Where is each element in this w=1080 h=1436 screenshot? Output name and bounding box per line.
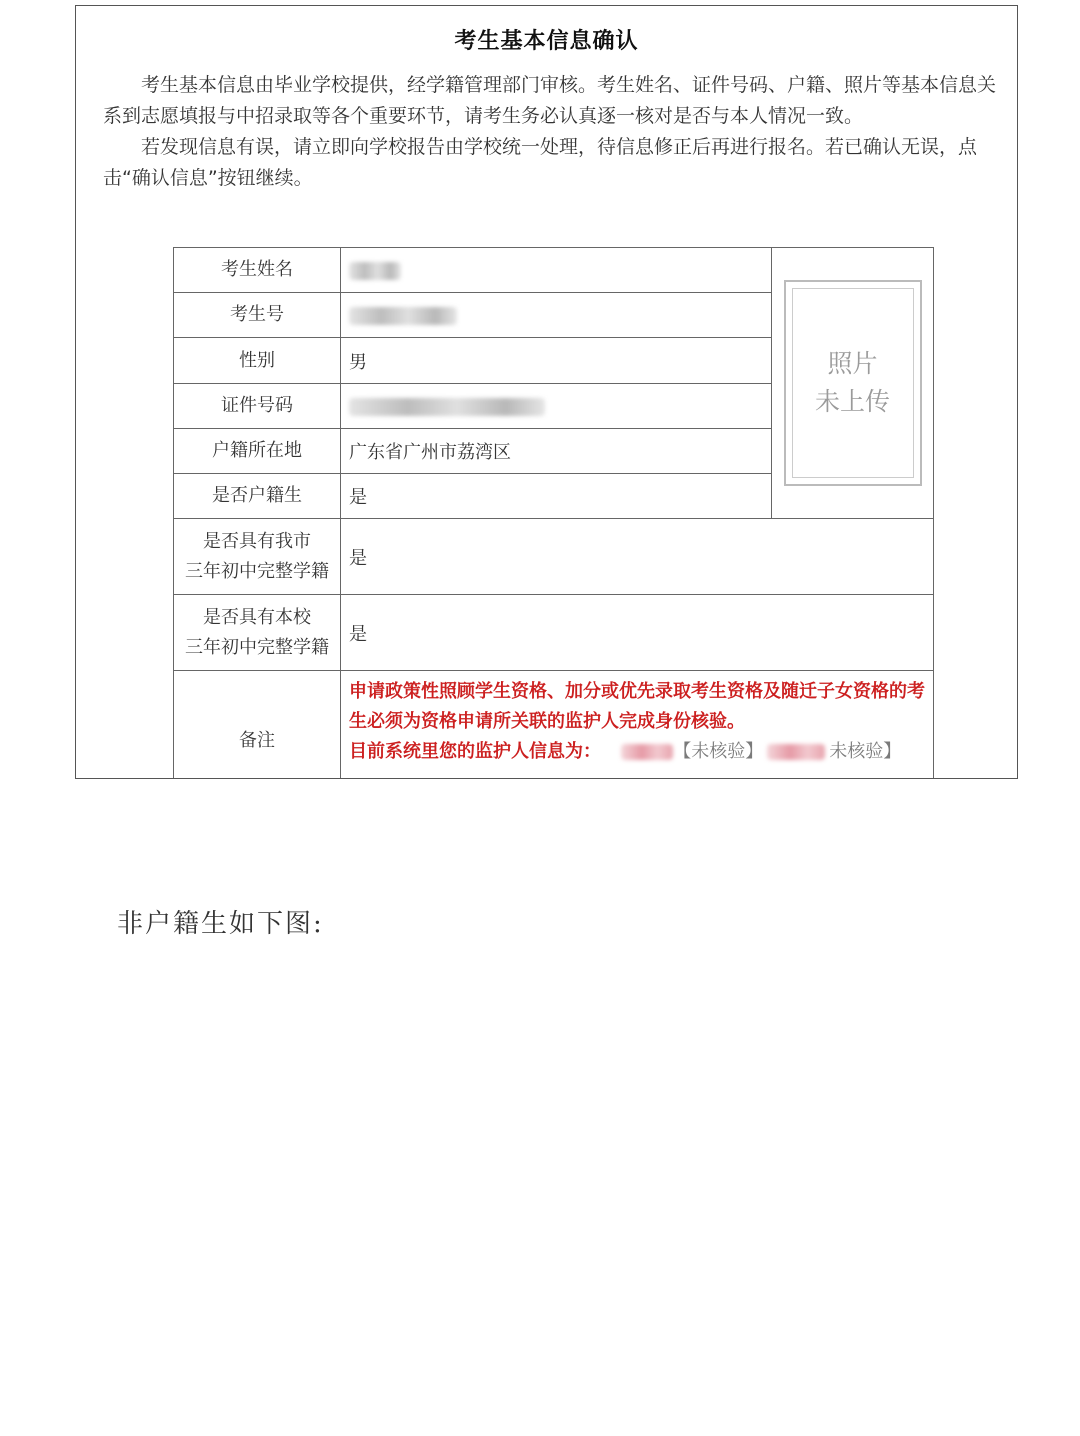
intro-paragraph-2: 若发现信息有误，请立即向学校报告由学校统一处理，待信息修正后再进行报名。若已确认无误，点击“确认信息”按钮继续。 [103,136,978,189]
photo-text-2: 未上传 [814,387,890,416]
table-row [174,595,934,671]
photo-placeholder [792,288,914,478]
exam-no-label: 考生号 [174,293,341,338]
name-value [341,248,772,293]
info-table [173,247,934,779]
school-record-label-line-1: 是否具有本校 [203,606,311,628]
school-record-label-line-2: 三年初中完整学籍 [185,636,329,658]
city-record-label-line-2: 三年初中完整学籍 [185,560,329,582]
table-row [174,248,934,293]
gender-label: 性别 [174,338,341,384]
redacted-exam-no [349,307,457,325]
hukou-label: 户籍所在地 [174,429,341,474]
city-record-label-line-1: 是否具有我市 [203,530,311,552]
photo-frame [784,280,922,486]
caption-text: 非户籍生如下图: [117,909,324,939]
is-local-label: 是否户籍生 [174,474,341,519]
photo-cell [772,248,934,519]
hukou-value: 广东省广州市荔湾区 [341,429,772,474]
is-local-value: 是 [341,474,772,519]
remark-text-2: 目前系统里您的监护人信息为： [349,741,601,762]
remark-text-1: 申请政策性照顾学生资格、加分或优先录取考生资格及随迁子女资格的考生必须为资格申请所关联的监护人完成身份核验。 [349,681,925,732]
remark-label: 备注 [174,671,341,780]
redacted-guardian-2 [767,744,825,760]
redacted-guardian-1 [621,744,673,760]
exam-no-value [341,293,772,338]
remark-value [341,671,934,780]
school-record-value: 是 [341,595,934,671]
table-row [174,671,934,780]
city-record-value: 是 [341,519,934,595]
intro-text [103,70,998,194]
screenshot-frame [75,5,1018,779]
photo-text-1: 照片 [827,349,878,378]
unverified-badge-1: 【未核验】 [673,741,764,762]
form-title: 考生基本信息确认 [454,29,639,54]
table-row [174,519,934,595]
unverified-badge-2: 未核验】 [829,741,902,762]
city-record-label [174,519,341,595]
gender-value: 男 [341,338,772,384]
school-record-label [174,595,341,671]
id-value [341,384,772,429]
intro-paragraph-1: 考生基本信息由毕业学校提供，经学籍管理部门审核。考生姓名、证件号码、户籍、照片等基本信息关系到志愿填报与中招录取等各个重要环节，请考生务必认真逐一核对是否与本人情况一致。 [103,74,997,127]
redacted-id-number [349,398,545,416]
name-label: 考生姓名 [174,248,341,293]
id-label: 证件号码 [174,384,341,429]
redacted-name [349,262,401,280]
